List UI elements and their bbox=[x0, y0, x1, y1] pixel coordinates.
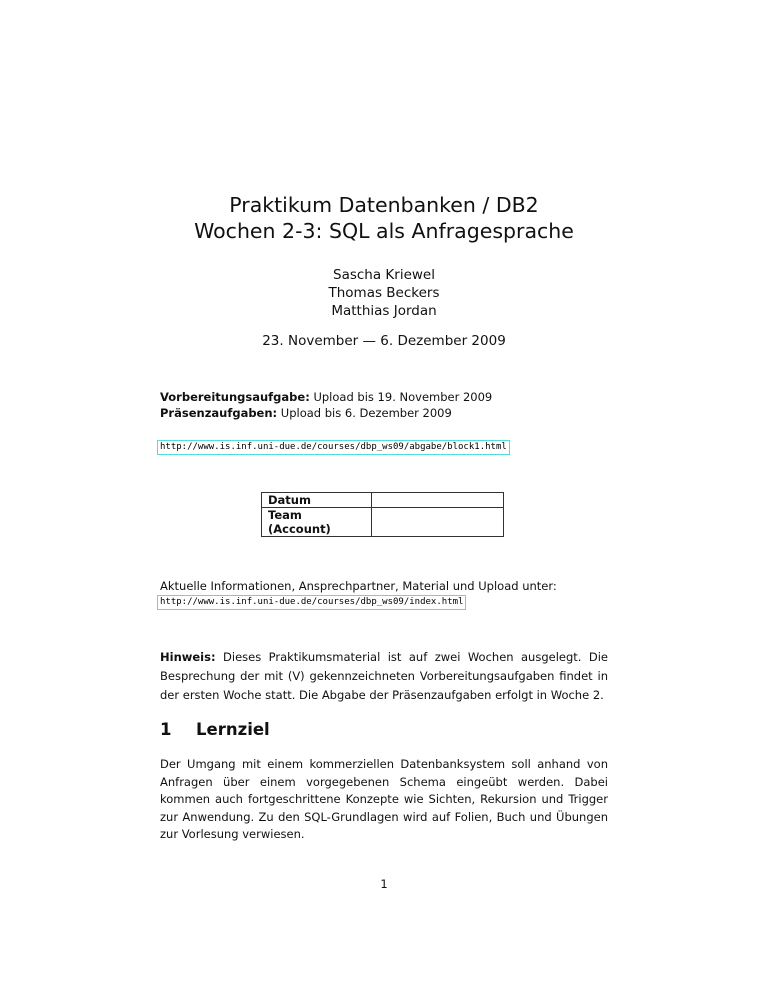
section-title: Lernziel bbox=[196, 720, 270, 739]
team-value bbox=[372, 508, 504, 537]
info-text: Aktuelle Informationen, Ansprechpartner, Material und Upload unter: bbox=[160, 579, 557, 593]
hinweis-text: Dieses Praktikumsmaterial ist auf zwei Wochen ausgelegt. Die Besprechung der mit (V) gekennzeichneten Vorbereitungsaufgaben findet in der ersten Woche statt. Die Abgabe der Präsenzaufgaben erfolgt in Woche 2. bbox=[160, 650, 608, 702]
document-date: 23. November — 6. Dezember 2009 bbox=[262, 333, 506, 349]
author-name: Thomas Beckers bbox=[328, 285, 440, 301]
hinweis-label: Hinweis: bbox=[160, 650, 216, 664]
deadlines bbox=[160, 389, 608, 421]
title-line-1: Praktikum Datenbanken / DB2 bbox=[229, 193, 539, 217]
table-row bbox=[262, 493, 504, 508]
section-number: 1 bbox=[160, 720, 172, 739]
document-title bbox=[0, 192, 768, 244]
deadline-vorbereitung-text: Upload bis 19. November 2009 bbox=[309, 390, 493, 404]
info-link[interactable]: http://www.is.inf.uni-due.de/courses/dbp_ws09/index.html bbox=[157, 595, 466, 610]
page-number: 1 bbox=[380, 877, 388, 891]
title-line-2: Wochen 2-3: SQL als Anfragesprache bbox=[194, 219, 574, 243]
deadline-vorbereitung-label: Vorbereitungsaufgabe: bbox=[160, 390, 310, 404]
section-heading bbox=[160, 720, 270, 739]
deadline-praesenz bbox=[160, 405, 608, 421]
meta-table bbox=[261, 492, 504, 537]
datum-value bbox=[372, 493, 504, 508]
deadline-praesenz-text: Upload bis 6. Dezember 2009 bbox=[277, 406, 452, 420]
author-name: Matthias Jordan bbox=[331, 303, 437, 319]
table-row bbox=[262, 508, 504, 537]
team-label: Team (Account) bbox=[262, 508, 372, 537]
author-name: Sascha Kriewel bbox=[333, 267, 435, 283]
datum-label: Datum bbox=[262, 493, 372, 508]
author-list bbox=[0, 266, 768, 320]
section-body: Der Umgang mit einem kommerziellen Datenbanksystem soll anhand von Anfragen über einem vorgegebenen Schema eingeübt werden. Dabei kommen auch fortgeschrittene Konzepte wie Sichten, Rekursion und Trigger zur Anwendung. Zu den SQL-Grundlagen wird auf Folien, Buch und Übungen zur Vorlesung verwiesen. bbox=[160, 757, 608, 841]
hinweis-paragraph bbox=[160, 648, 608, 705]
deadline-praesenz-label: Präsenzaufgaben: bbox=[160, 406, 278, 420]
submission-link[interactable]: http://www.is.inf.uni-due.de/courses/dbp_ws09/abgabe/block1.html bbox=[157, 440, 510, 455]
deadline-vorbereitung bbox=[160, 389, 608, 405]
